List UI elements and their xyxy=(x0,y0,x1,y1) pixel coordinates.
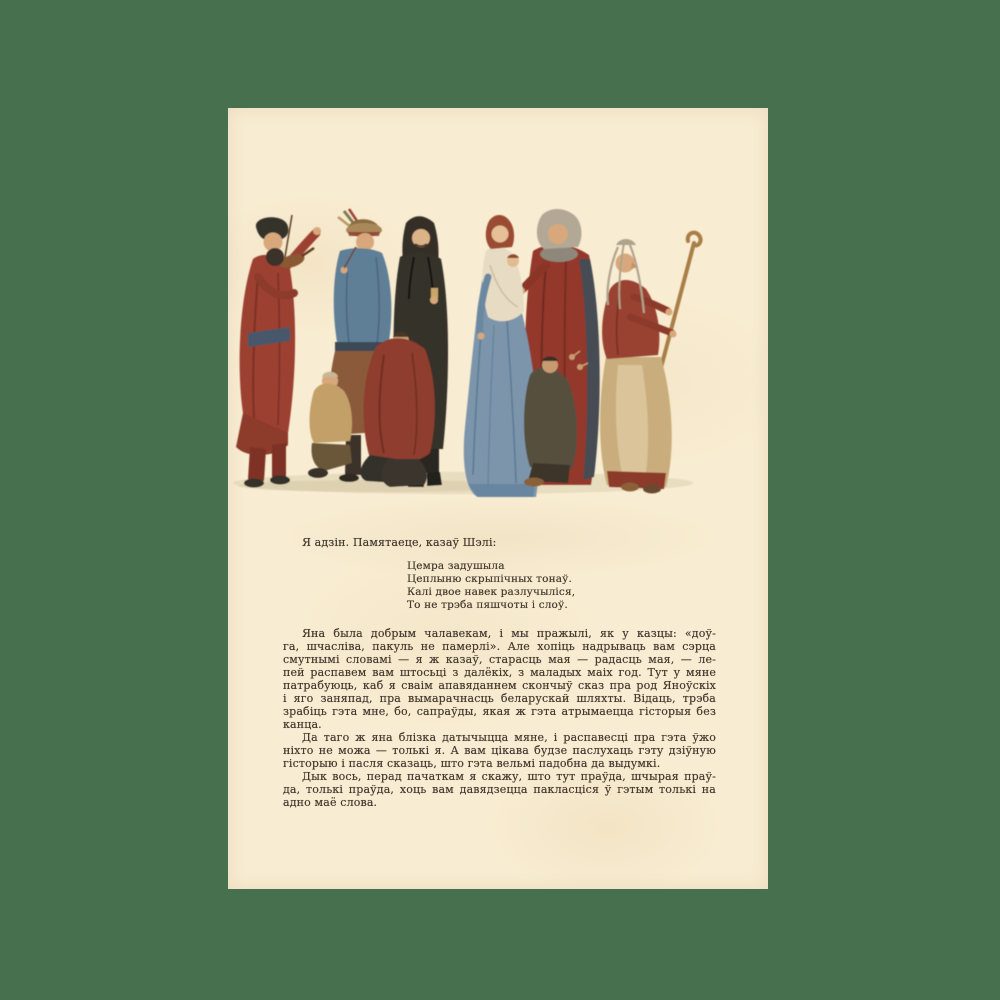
illustration-characters-group xyxy=(228,205,708,501)
intro-line xyxy=(283,536,716,549)
text-line: Я адзін. Памятаеце, казаў Шэлі: xyxy=(302,536,497,549)
paragraph-1 xyxy=(283,627,716,731)
text-line: Цеплыню скрыпічных тонаў. xyxy=(407,573,572,585)
text-column xyxy=(283,536,716,809)
paragraph-2 xyxy=(283,731,716,770)
figure-violinist-red-coat xyxy=(236,215,321,488)
text-line: Да таго ж яна блізка датычыцца мяне, і распавесці пра гэта ўжо xyxy=(302,731,716,744)
text-line: Калі двое навек разлучыліся, xyxy=(407,586,576,598)
text-line: Цемра задушыла xyxy=(407,560,505,572)
book-page xyxy=(228,108,768,889)
text-line: пей распавем вам штосьці з далёкіх, з маладых маіх год. Тут у мяне xyxy=(283,666,716,679)
text-line: смутнымі словамі — я ж казаў, старасць мая — радасць мая, — ле- xyxy=(283,653,716,666)
text-line: ніхто не можа — толькі я. А вам цікава будзе паслухаць гэту дзіўную xyxy=(283,744,716,757)
text-line: і яго заняпад, пра вымарачнасць беларускай шляхты. Відаць, трэба xyxy=(283,692,716,705)
figure-crone-with-staff xyxy=(600,233,700,494)
text-line: Яна была добрым чалавекам, і мы пражылі, як у казцы: «доў- xyxy=(302,627,716,640)
text-line: гісторыю і пасля сказаць, што гэта вельмі падобна да выдумкі. xyxy=(283,757,661,770)
text-line: То не трэба пяшчоты і слоў. xyxy=(407,599,568,611)
text-line: адно маё слова. xyxy=(283,796,378,809)
paragraph-3 xyxy=(283,770,716,809)
text-line: да, толькі праўда, хоць вам давядзецца пакласціся ў гэтым толькі на xyxy=(283,783,716,796)
text-line: патрабуюць, каб я сваім апавяданнем скончыў сказ пра род Яноўскіх xyxy=(283,679,716,692)
shelley-quote xyxy=(407,560,716,612)
text-line: га, шчасліва, пакуль не памерлі». Але хопіць надрываць вам сэрца xyxy=(283,640,716,653)
text-line: Дык вось, перад пачаткам я скажу, што тут праўда, шчырая праў- xyxy=(302,770,716,783)
text-line: зрабіць гэта мне, бо, сапраўды, якая ж гэта атрымаецца гісторыя без xyxy=(283,705,716,718)
text-line: канца. xyxy=(283,718,322,731)
